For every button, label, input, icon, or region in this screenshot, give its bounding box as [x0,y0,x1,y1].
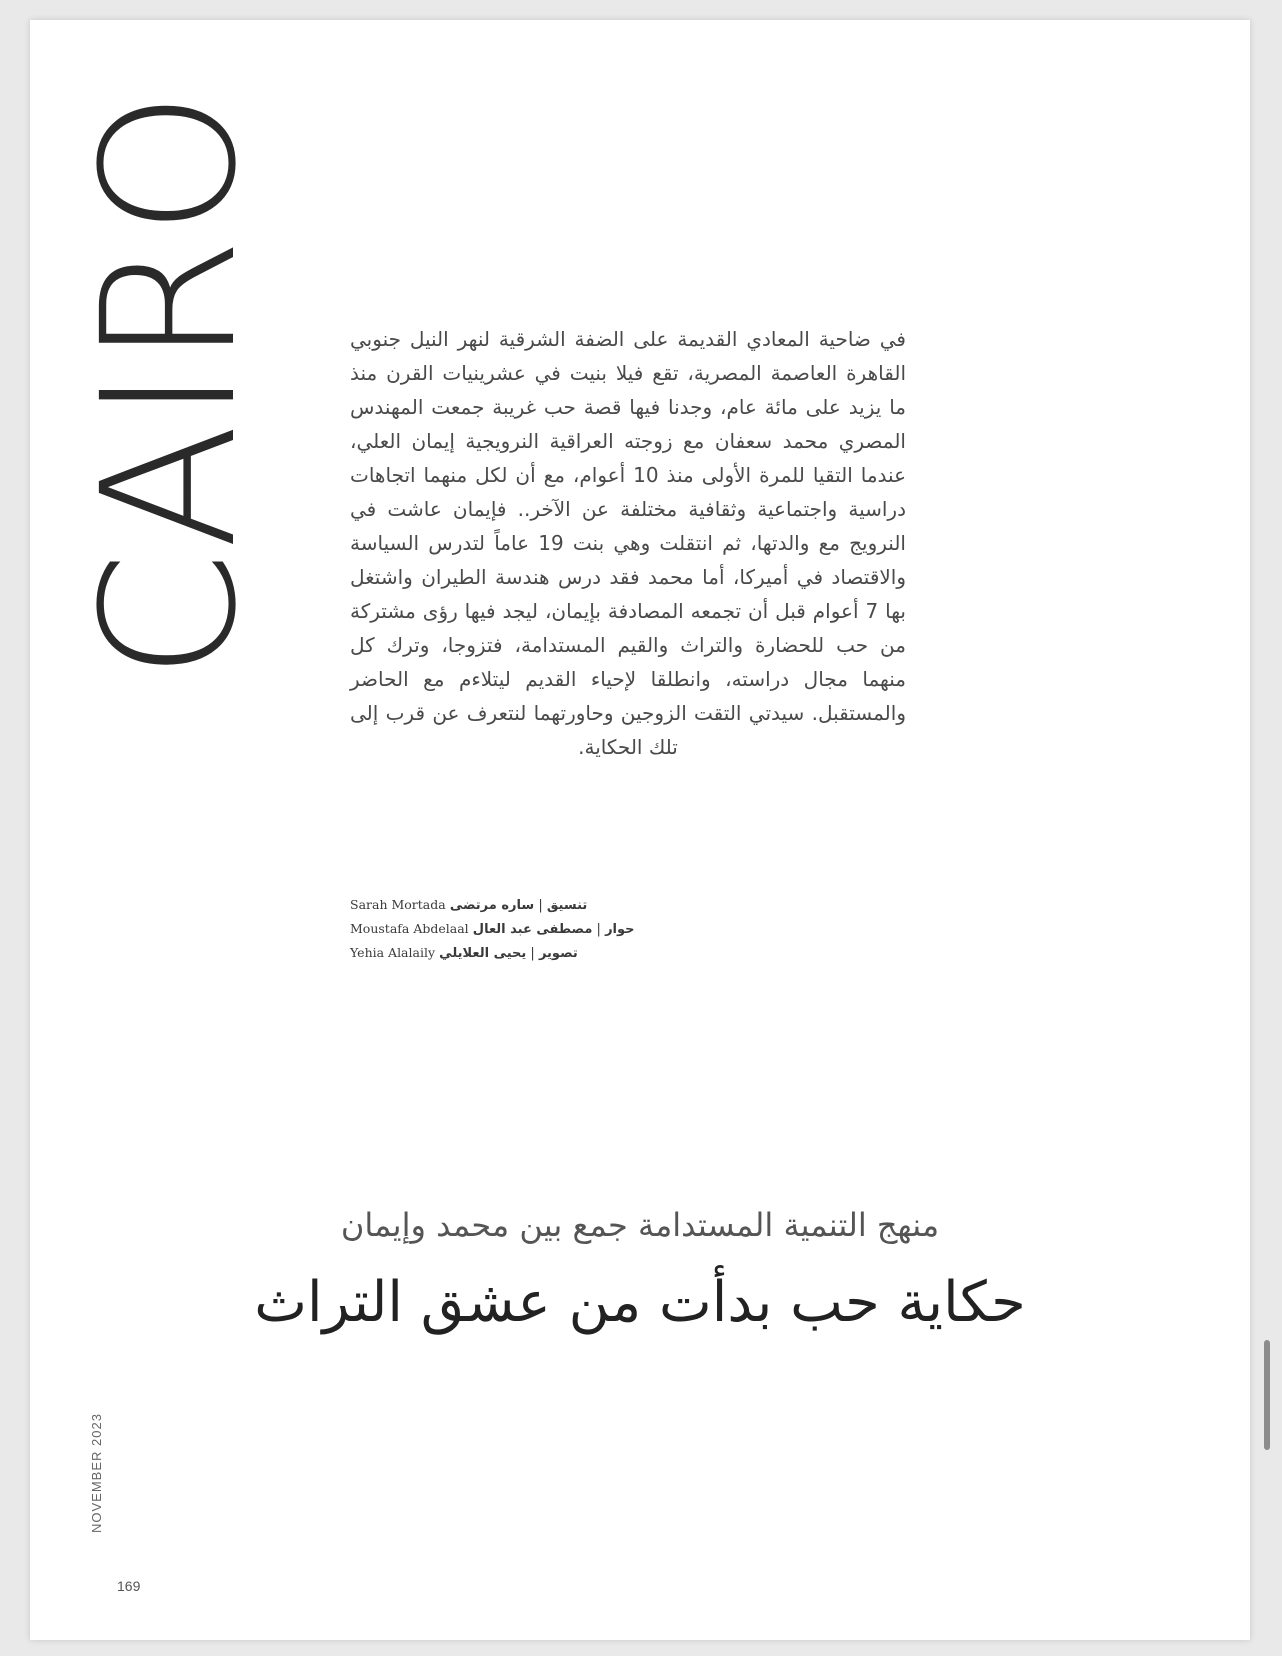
article-subtitle: منهج التنمية المستدامة جمع بين محمد وإيمان [340,1206,940,1244]
credit-role: حوار [605,922,635,937]
credit-line: Sarah Mortada ساره مرتضى | تنسيق [350,897,588,913]
credit-line: Yehia Alalaily يحيى العلايلي | تصوير [350,945,578,961]
credit-role: تصوير [538,946,578,961]
credits-block [350,893,670,965]
side-title-cairo: CAIRO [63,88,277,680]
credit-name-ar: يحيى العلايلي [439,946,527,961]
credit-role: تنسيق [546,898,588,913]
page-number: 169 [117,1578,141,1594]
article-title: حكاية حب بدأت من عشق التراث [254,1270,1026,1335]
credit-name-ar: ساره مرتضى [449,898,535,913]
scrollbar-thumb[interactable] [1264,1340,1270,1450]
credit-name-en: Moustafa Abdelaal [350,921,469,936]
article-intro-text: في ضاحية المعادي القديمة على الضفة الشرقية لنهر النيل جنوبي القاهرة العاصمة المصرية، تقع فيلا بنيت في عشرينيات القرن منذ ما يزيد على مائة عام، وجدنا فيها قصة حب غريبة جمعت المهندس المصري محمد سعفان مع زوجته العراقية النرويجية إيمان العلي، عندما التقيا للمرة الأولى منذ 10 أعوام، مع أن لكل منهما اتجاهات دراسية واجتماعية وثقافية مختلفة عن الآخر.. فإيمان عاشت في النرويج مع والدتها، ثم انتقلت وهي بنت 19 عاماً لتدرس السياسة والاقتصاد في أميركا، أما محمد فقد درس هندسة الطيران واشتغل بها 7 أعوام قبل أن تجمعه المصادفة بإيمان، ليجد فيها رؤى مشتركة من حب للحضارة والتراث والقيم المستدامة، فتزوجا، وترك كل منهما مجال دراسته، وانطلقا لإحياء القديم ليتلاءم مع الحاضر والمستقبل. سيدتي التقت الزوجين وحاورتهما لنتعرف عن قرب إلى تلك الحكاية. [350,327,907,759]
credit-name-en: Yehia Alalaily [350,945,436,960]
credit-name-en: Sarah Mortada [350,897,446,912]
credit-line: Moustafa Abdelaal مصطفى عبد العال | حوار [350,921,635,937]
issue-date: NOVEMBER 2023 [89,1413,104,1533]
credit-name-ar: مصطفى عبد العال [472,922,593,937]
